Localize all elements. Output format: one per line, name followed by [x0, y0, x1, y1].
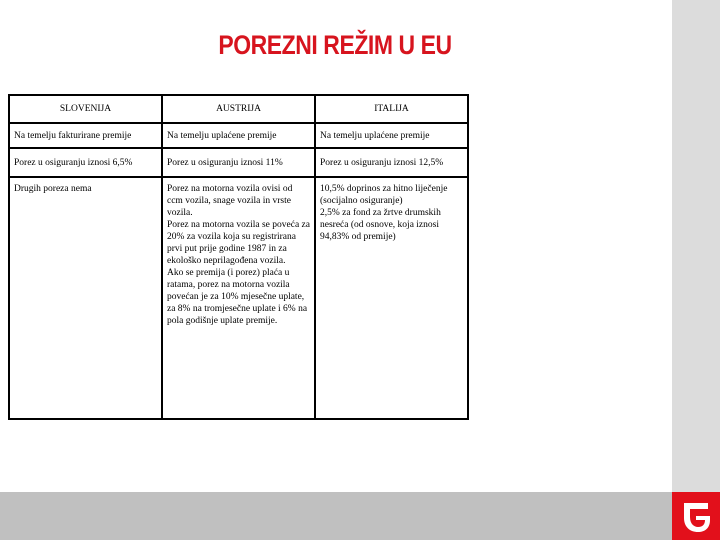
table-cell	[315, 177, 468, 419]
page-title: POREZNI REŽIM U EU	[218, 30, 452, 60]
header-italija: ITALIJA	[315, 95, 468, 123]
table-row	[9, 177, 468, 419]
table-cell: Porez u osiguranju iznosi 6,5%	[9, 148, 162, 177]
table-row	[9, 148, 468, 177]
table-cell	[162, 177, 315, 419]
cell-paragraph: 10,5% doprinos za hitno liječenje (socijalno osiguranje)	[320, 184, 448, 206]
header-austrija: AUSTRIJA	[162, 95, 315, 123]
table-cell: Porez u osiguranju iznosi 11%	[162, 148, 315, 177]
header-slovenija: SLOVENIJA	[9, 95, 162, 123]
company-logo	[672, 492, 720, 540]
tax-comparison-table	[8, 94, 469, 420]
table-cell: Na temelju uplaćene premije	[162, 123, 315, 148]
table-cell: Drugih poreza nema	[9, 177, 162, 419]
cell-paragraph: Porez na motorna vozila se poveća za 20% za vozila koja su registrirana prvi put prije godine 1987 in za ekološko neprilagođena vozila.	[167, 220, 310, 266]
table-header-row	[9, 95, 468, 123]
cell-paragraph: Porez na motorna vozila ovisi od ccm vozila, snage vozila in vrste vozila.	[167, 184, 293, 218]
table-cell: Na temelju fakturirane premije	[9, 123, 162, 148]
cell-paragraph: Ako se premija (i porez) plaća u ratama, porez na motorna vozila povećan je za 10% mjesečne uplate, za 8% na tromjesečne uplate i 6% na pola godišnje uplate premije.	[167, 268, 308, 326]
side-panel	[672, 0, 720, 492]
table-row	[9, 123, 468, 148]
table-cell: Na temelju uplaćene premije	[315, 123, 468, 148]
cell-paragraph: 2,5% za fond za žrtve drumskih nesreća (od osnove, koja iznosi 94,83% od premije)	[320, 208, 441, 242]
shield-logo-icon	[672, 492, 720, 540]
table-cell: Porez u osiguranju iznosi 12,5%	[315, 148, 468, 177]
bottom-band	[0, 492, 672, 540]
